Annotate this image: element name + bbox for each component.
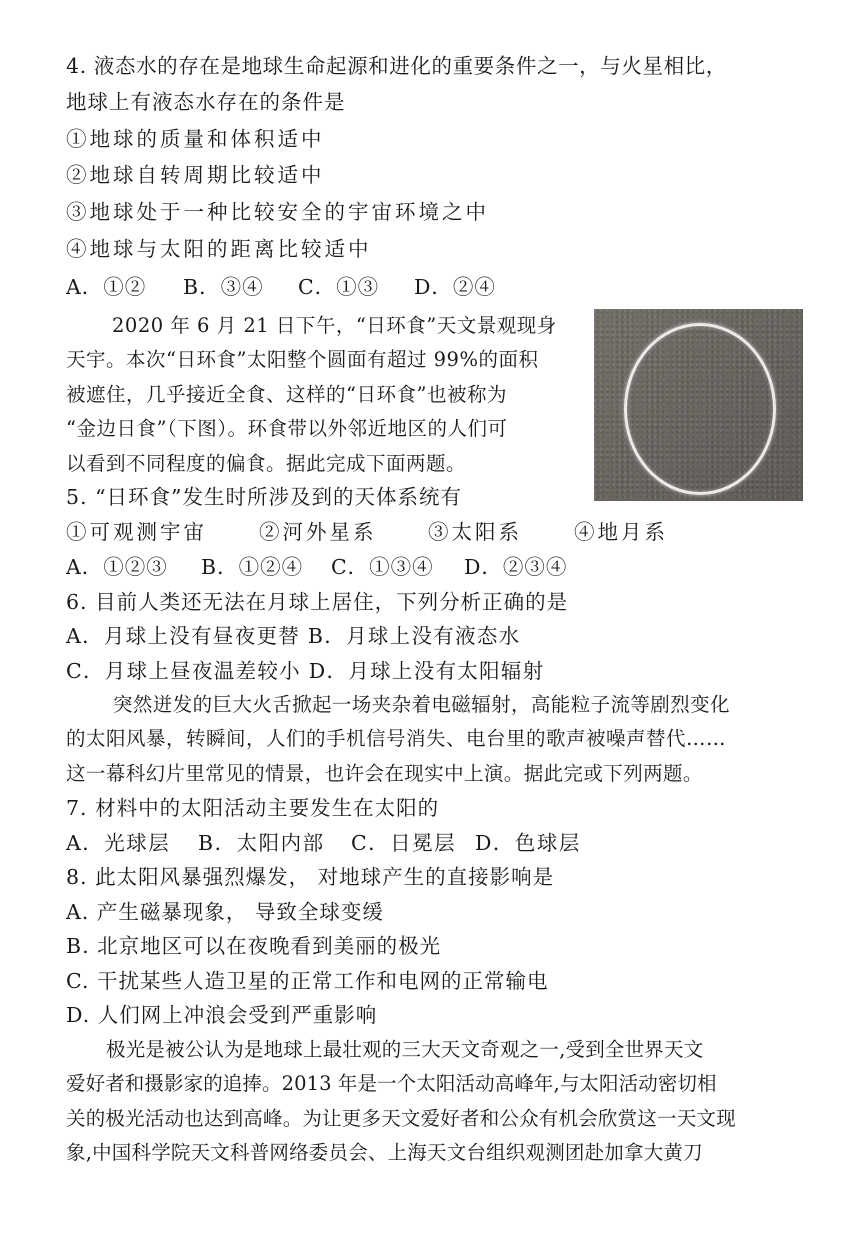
q7-option-a: A．光球层 <box>66 831 171 855</box>
question-7-stem: 7. 材料中的太阳活动主要发生在太阳的 <box>66 796 440 820</box>
question-4-statement-1: ①地球的质量和体积适中 <box>66 127 325 151</box>
q7-option-c: C．日冕层 <box>351 831 457 855</box>
q4-option-b: B．③④ <box>183 275 264 299</box>
question-4-stem: 4. 液态水的存在是地球生命起源和进化的重要条件之一，与火星相比， <box>66 54 727 78</box>
question-5-stem: 5. “日环食”发生时所涉及到的天体系统有 <box>66 485 463 509</box>
q5-option-d: D．②③④ <box>464 555 568 579</box>
q4-option-c: C．①③ <box>298 275 380 299</box>
q5-statement-2: ②河外星系 <box>259 520 377 544</box>
q5-option-b: B．①②④ <box>201 555 304 579</box>
passage-storm-line-1: 突然迸发的巨大火舌掀起一场夹杂着电磁辐射，高能粒子流等剧烈变化 <box>113 693 730 716</box>
passage-storm-line-2: 的太阳风暴，转瞬间，人们的手机信号消失、电台里的歌声被噪声替代…… <box>66 727 727 750</box>
question-8-option-c: C. 干扰某些人造卫星的正常工作和电网的正常输电 <box>66 969 549 993</box>
question-6-options-row-1: A．月球上没有昼夜更替 B．月球上没有液态水 <box>66 624 521 648</box>
passage-aurora-line-1: 极光是被公认为是地球上最壮观的三大天文奇观之一,受到全世界天文 <box>106 1038 704 1061</box>
question-7-options <box>66 829 581 857</box>
passage-eclipse-line-1: 2020 年 6 月 21 日下午，“日环食”天文景观现身 <box>112 314 557 337</box>
passage-eclipse-line-4: “金边日食”（下图）。环食带以外邻近地区的人们可 <box>66 417 508 440</box>
question-4-statement-4: ④地球与太阳的距离比较适中 <box>66 237 372 261</box>
eclipse-ring <box>624 323 776 495</box>
question-4-statement-3: ③地球处于一种比较安全的宇宙环境之中 <box>66 200 489 224</box>
question-4-stem-cont: 地球上有液态水存在的条件是 <box>66 90 346 114</box>
q4-option-d: D．②④ <box>414 275 496 299</box>
q7-option-b: B．太阳内部 <box>198 831 325 855</box>
q5-option-a: A．①②③ <box>66 555 168 579</box>
q4-option-a: A．①② <box>66 275 147 299</box>
question-5-options <box>66 553 567 581</box>
q5-statement-4: ④地月系 <box>574 520 668 544</box>
q7-option-d: D．色球层 <box>475 831 581 855</box>
question-8-option-d: D. 人们网上冲浪会受到严重影响 <box>66 1003 378 1027</box>
question-6-options-row-2: C．月球上昼夜温差较小 D．月球上没有太阳辐射 <box>66 659 545 683</box>
question-4-statement-2: ②地球自转周期比较适中 <box>66 163 325 187</box>
question-5-statements <box>66 518 668 546</box>
q5-statement-3: ③太阳系 <box>428 520 522 544</box>
question-8-option-a: A. 产生磁暴现象， 导致全球变缓 <box>66 900 384 924</box>
question-6-stem: 6. 目前人类还无法在月球上居住，下列分析正确的是 <box>66 590 569 614</box>
passage-aurora-line-2: 爱好者和摄影家的追捧。2013 年是一个太阳活动高峰年,与太阳活动密切相 <box>66 1072 717 1095</box>
passage-eclipse-line-2: 天宇。本次“日环食”太阳整个圆面有超过 99%的面积 <box>66 348 539 371</box>
passage-storm-line-3: 这一幕科幻片里常见的情景，也许会在现实中上演。据此完或下列两题。 <box>66 762 703 785</box>
question-8-stem: 8. 此太阳风暴强烈爆发， 对地球产生的直接影响是 <box>66 865 555 889</box>
passage-eclipse-line-3: 被遮住，几乎接近全食、这样的“日环食”也被称为 <box>66 383 507 406</box>
q5-statement-1: ①可观测宇宙 <box>66 520 207 544</box>
passage-aurora-line-3: 关的极光活动也达到高峰。为让更多天文爱好者和公众有机会欣赏这一天文现 <box>66 1107 736 1130</box>
question-4-options <box>66 273 496 301</box>
q5-option-c: C．①③④ <box>331 555 434 579</box>
annular-eclipse-photo <box>594 309 803 501</box>
passage-aurora-line-4: 象,中国科学院天文科普网络委员会、上海天文台组织观测团赴加拿大黄刀 <box>66 1141 703 1164</box>
passage-eclipse-line-5: 以看到不同程度的偏食。据此完成下面两题。 <box>66 452 467 475</box>
question-8-option-b: B. 北京地区可以在夜晚看到美丽的极光 <box>66 934 442 958</box>
